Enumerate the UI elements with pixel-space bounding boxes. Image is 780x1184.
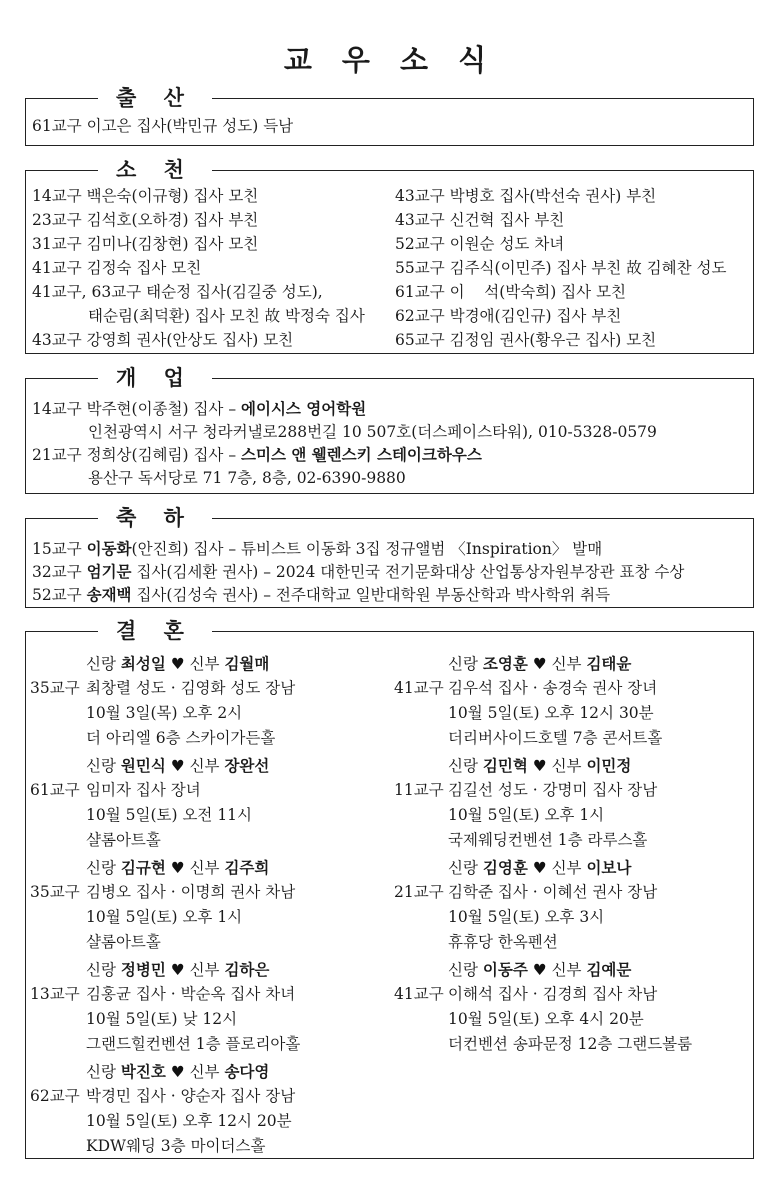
wedding-parents: 박경민 집사 · 양순자 집사 장남 [86,1087,296,1105]
heart-icon: ♥ [532,757,547,775]
wedding-datetime: 10월 5일(토) 오전 11시 [86,806,253,824]
bride-name: 김월매 [224,654,270,673]
opening-entry [32,443,482,467]
wedding-parents: 이해석 집사 · 김경희 집사 차남 [448,985,658,1003]
groom-name: 이동주 [482,960,528,979]
condolence-item: 41교구 김정숙 집사 모친 [32,259,202,277]
wedding-datetime: 10월 5일(토) 오후 3시 [448,908,605,926]
groom-name: 김영훈 [482,858,528,877]
wedding-parish: 35교구 [30,679,80,697]
condolence-item: 41교구, 63교구 태순정 집사(김길중 성도), [32,283,323,301]
heart-icon: ♥ [170,961,185,979]
bride-name: 김예문 [586,960,632,979]
congrats-parish: 15교구 [32,540,87,558]
wedding-parish: 61교구 [30,781,80,799]
bride-name: 이보나 [586,858,632,877]
wedding-venue: KDW웨딩 3층 마이더스홀 [86,1137,266,1155]
wedding-datetime: 10월 5일(토) 오후 1시 [86,908,243,926]
groom-name: 최성일 [120,654,166,673]
congrats-detail: (안진희) 집사 – 튜비스트 이동화 3집 정규앨범 〈Inspiration〉 발매 [131,540,603,558]
wedding-parish: 41교구 [394,679,444,697]
condolence-item: 61교구 이 석(박숙희) 집사 모친 [395,283,627,301]
section-opening-title: 개 업 [98,363,212,393]
wedding-venue: 샬롬아트홀 [86,933,161,951]
condolence-item: 태순림(최덕환) 집사 모친 故 박정숙 집사 [88,307,365,325]
section-wedding: 결 혼 신랑 최성일 ♥ 신부 김월매 35교구 최창렬 성도 · 김영화 성도 장남 10월 3일(목) 오후 2시 더 아리엘 6층 스카이가든홀 신랑 원민식 ♥ 신부 장완선 61교구 임미자 집사 장녀 10월 5일(토) 오전 11시 샬롬아트홀 신랑 김규현 ♥ 신부 김주희 35교구 김병오 집사 · 이명희 권사 차남 10월 5일(토) 오후 1시 샬롬아트홀 신랑 정병민 ♥ 신부 김하은 13교구 김홍균 집사 · 박순옥 집사 차녀 10월 5일(토) 낮 12시 그랜드힐컨벤션 1층 플로리아홀 신랑 박진호 ♥ 신부 송다영 62교구 박경민 집사 · 양순자 집사 장남 10월 5일(토) 오후 12시 20분 KDW웨딩 3층 마이더스홀 신랑 조영훈 ♥ 신부 김태윤 41교구 김우석 집사 · 송경숙 권사 장녀 10월 5일(토) 오후 12시 30분 더리버사이드호텔 7층 콘서트홀 신랑 김민혁 ♥ 신부 이민정 11교구 김길선 성도 · 강명미 집사 장남 10월 5일(토) 오후 1시 국제웨딩컨벤션 1층 라루스홀 신랑 김영훈 ♥ 신부 이보나 21교구 김학준 집사 · 이혜선 권사 장남 10월 5일(토) 오후 3시 휴휴당 한옥펜션 신랑 이동주 ♥ 신부 김예문 41교구 이해석 집사 · 김경희 집사 차남 10월 5일(토) 오후 4시 20분 더컨벤션 송파문정 12층 그랜드볼룸 [25,631,754,1159]
bride-name: 김주희 [224,858,270,877]
groom-name: 조영훈 [482,654,528,673]
heart-icon: ♥ [532,961,547,979]
condolence-item: 62교구 박경애(김인규) 집사 부친 [395,307,622,325]
section-condolence-title: 소 천 [98,155,212,185]
congrats-name: 엄기문 [86,562,132,581]
wedding-datetime: 10월 5일(토) 오후 1시 [448,806,605,824]
congrats-detail: 집사(김성숙 권사) – 전주대학교 일반대학원 부동산학과 박사학위 취득 [131,586,611,604]
bride-name: 이민정 [586,756,632,775]
heart-icon: ♥ [170,757,185,775]
opening-address: 인천광역시 서구 청라커낼로288번길 10 507호(더스페이스타워), 010-5328-0579 [88,423,657,441]
section-birth-title: 출 산 [98,83,212,113]
wedding-parish: 35교구 [30,883,80,901]
bride-name: 김태윤 [586,654,632,673]
opening-lead: 21교구 정희상(김혜림) 집사 – [32,446,242,464]
opening-entry [32,397,366,421]
bride-name: 송다영 [224,1062,270,1081]
condolence-item: 43교구 박병호 집사(박선숙 권사) 부친 [395,187,657,205]
congrats-entry [32,583,610,607]
heart-icon: ♥ [532,859,547,877]
section-wedding-title: 결 혼 [98,616,212,646]
wedding-parish: 13교구 [30,985,80,1003]
wedding-datetime: 10월 5일(토) 오후 12시 30분 [448,704,654,722]
wedding-parents: 김길선 성도 · 강명미 집사 장남 [448,781,658,799]
wedding-venue: 그랜드힐컨벤션 1층 플로리아홀 [86,1035,301,1053]
wedding-venue: 휴휴당 한옥펜션 [448,933,558,951]
condolence-item: 23교구 김석호(오하경) 집사 부친 [32,211,259,229]
condolence-item: 43교구 강영희 권사(안상도 집사) 모친 [32,331,294,349]
wedding-datetime: 10월 5일(토) 오후 12시 20분 [86,1112,292,1130]
congrats-entry [32,560,684,584]
heart-icon: ♥ [170,655,185,673]
heart-icon: ♥ [532,655,547,673]
congrats-parish: 32교구 [32,563,87,581]
section-congrats [25,505,754,608]
wedding-parish: 62교구 [30,1087,80,1105]
congrats-parish: 52교구 [32,586,87,604]
congrats-name: 송재백 [86,585,132,604]
opening-address: 용산구 독서당로 71 7층, 8층, 02-6390-9880 [88,469,406,487]
wedding-parents: 김병오 집사 · 이명희 권사 차남 [86,883,296,901]
opening-lead: 14교구 박주현(이종철) 집사 – [32,400,242,418]
groom-name: 원민식 [120,756,166,775]
groom-name: 김규현 [120,858,166,877]
section-condolence [25,157,754,354]
wedding-parents: 최창렬 성도 · 김영화 성도 장남 [86,679,296,697]
groom-name: 박진호 [120,1062,166,1081]
condolence-item: 65교구 김정임 권사(황우근 집사) 모친 [395,331,657,349]
birth-item: 61교구 이고은 집사(박민규 성도) 득남 [32,117,294,135]
bride-name: 장완선 [224,756,270,775]
wedding-venue: 더컨벤션 송파문정 12층 그랜드볼룸 [448,1035,693,1053]
wedding-datetime: 10월 3일(목) 오후 2시 [86,704,243,722]
wedding-parents: 김홍균 집사 · 박순옥 집사 차녀 [86,985,296,1003]
wedding-datetime: 10월 5일(토) 오후 4시 20분 [448,1010,644,1028]
wedding-venue: 샬롬아트홀 [86,831,161,849]
congrats-name: 이동화 [86,539,132,558]
opening-business-name: 스미스 앤 웰렌스키 스테이크하우스 [241,445,482,464]
page-title: 교 우 소 식 [283,43,497,77]
section-birth [25,85,754,146]
condolence-item: 14교구 백은숙(이규형) 집사 모친 [32,187,259,205]
wedding-venue: 더리버사이드호텔 7층 콘서트홀 [448,729,663,747]
condolence-item: 43교구 신건혁 집사 부친 [395,211,565,229]
wedding-parents: 김학준 집사 · 이혜선 권사 장남 [448,883,658,901]
congrats-detail: 집사(김세환 권사) – 2024 대한민국 전기문화대상 산업통상자원부장관 표창 수상 [131,563,685,581]
condolence-item: 55교구 김주식(이민주) 집사 부친 故 김혜찬 성도 [395,259,727,277]
groom-name: 김민혁 [482,756,528,775]
section-opening [25,365,754,494]
wedding-parish: 21교구 [394,883,444,901]
bride-name: 김하은 [224,960,270,979]
wedding-venue: 국제웨딩컨벤션 1층 라루스홀 [448,831,648,849]
wedding-datetime: 10월 5일(토) 낮 12시 [86,1010,238,1028]
wedding-parish: 11교구 [394,781,444,799]
wedding-parents: 김우석 집사 · 송경숙 권사 장녀 [448,679,658,697]
wedding-parents: 임미자 집사 장녀 [86,781,201,799]
wedding-venue: 더 아리엘 6층 스카이가든홀 [86,729,276,747]
congrats-entry [32,537,602,561]
opening-business-name: 에이시스 영어학원 [241,399,367,418]
heart-icon: ♥ [170,859,185,877]
condolence-item: 31교구 김미나(김창현) 집사 모친 [32,235,259,253]
condolence-item: 52교구 이원순 성도 차녀 [395,235,565,253]
groom-name: 정병민 [120,960,166,979]
wedding-parish: 41교구 [394,985,444,1003]
heart-icon: ♥ [170,1063,185,1081]
section-congrats-title: 축 하 [98,503,212,533]
